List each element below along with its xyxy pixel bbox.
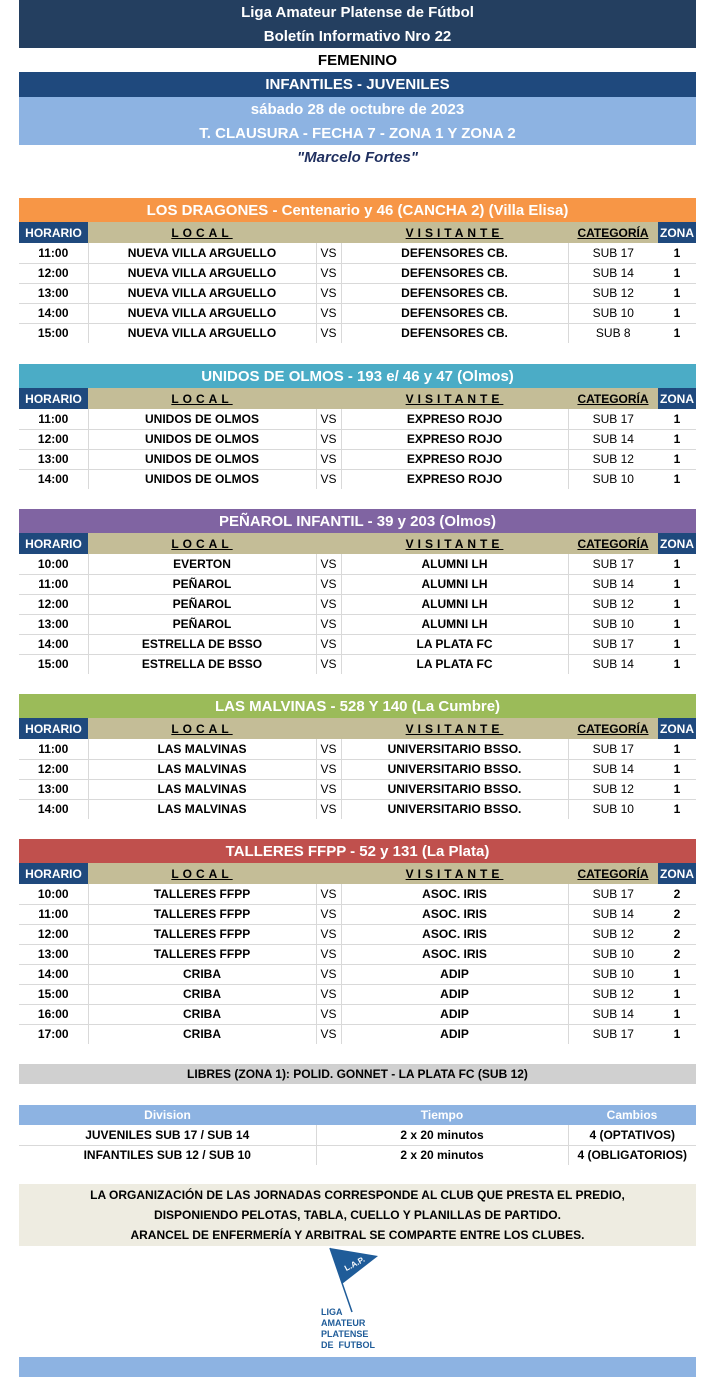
match-time: 12:00 <box>19 429 88 449</box>
venue-title: TALLERES FFPP - 52 y 131 (La Plata) <box>19 839 696 863</box>
match-visitor-team: ADIP <box>341 1004 568 1024</box>
match-zone: 1 <box>658 283 696 303</box>
match-visitor-team: ASOC. IRIS <box>341 944 568 964</box>
match-time: 11:00 <box>19 904 88 924</box>
match-local-team: LAS MALVINAS <box>88 739 316 759</box>
match-category: SUB 10 <box>568 799 658 819</box>
col-header-time: HORARIO <box>19 222 88 243</box>
match-row <box>19 243 696 263</box>
match-local-team: CRIBA <box>88 1004 316 1024</box>
match-zone: 2 <box>658 924 696 944</box>
match-category: SUB 10 <box>568 469 658 489</box>
match-time: 11:00 <box>19 574 88 594</box>
match-row <box>19 429 696 449</box>
match-time: 15:00 <box>19 654 88 674</box>
match-time: 11:00 <box>19 409 88 429</box>
note-line: DISPONIENDO PELOTAS, TABLA, CUELLO Y PLANILLAS DE PARTIDO. <box>154 1208 561 1222</box>
match-zone: 2 <box>658 904 696 924</box>
note-line: ARANCEL DE ENFERMERÍA Y ARBITRAL SE COMPARTE ENTRE LOS CLUBES. <box>130 1228 585 1242</box>
match-category: SUB 14 <box>568 574 658 594</box>
col-header-category-label: CATEGORÍA <box>577 866 649 881</box>
match-category: SUB 14 <box>568 263 658 283</box>
match-visitor-team: ALUMNI LH <box>341 594 568 614</box>
col-header-time: HORARIO <box>19 388 88 409</box>
match-zone: 1 <box>673 472 681 487</box>
match-row <box>19 944 696 964</box>
match-visitor-team: ALUMNI LH <box>341 554 568 574</box>
col-header-category-label: CATEGORÍA <box>577 225 649 240</box>
match-category: SUB 17 <box>568 634 658 654</box>
match-local-team: EVERTON <box>88 554 316 574</box>
match-vs: VS <box>316 779 341 799</box>
col-header-visitor-label: VISITANTE <box>405 225 504 240</box>
rules-division: JUVENILES SUB 17 / SUB 14 <box>19 1125 316 1145</box>
match-row <box>19 739 696 759</box>
rules-table <box>19 1105 696 1165</box>
col-header-visitor <box>341 388 568 409</box>
match-visitor-team: DEFENSORES CB. <box>401 326 508 341</box>
match-vs: VS <box>316 303 341 323</box>
match-zone: 1 <box>658 429 696 449</box>
match-zone: 1 <box>658 759 696 779</box>
match-zone: 1 <box>658 243 696 263</box>
match-time: 14:00 <box>19 469 88 489</box>
match-zone: 1 <box>658 303 696 323</box>
match-row <box>19 323 696 343</box>
match-category: SUB 12 <box>568 594 658 614</box>
rules-time: 2 x 20 minutos <box>316 1125 568 1145</box>
match-row <box>19 779 696 799</box>
match-time: 14:00 <box>19 634 88 654</box>
match-visitor-team: UNIVERSITARIO BSSO. <box>341 779 568 799</box>
match-vs: VS <box>316 263 341 283</box>
match-category: SUB 17 <box>568 884 658 904</box>
match-zone: 1 <box>658 1004 696 1024</box>
match-category: SUB 17 <box>568 243 658 263</box>
match-zone: 1 <box>658 554 696 574</box>
match-category: SUB 17 <box>568 409 658 429</box>
match-vs: VS <box>316 469 341 489</box>
match-category: SUB 14 <box>568 759 658 779</box>
match-row <box>19 964 696 984</box>
match-row <box>19 574 696 594</box>
col-header-zone: ZONA <box>658 863 696 884</box>
col-header-zone: ZONA <box>658 222 696 243</box>
match-category: SUB 12 <box>568 283 658 303</box>
match-visitor-team: DEFENSORES CB. <box>341 283 568 303</box>
match-local-team: UNIDOS DE OLMOS <box>88 409 316 429</box>
match-time: 13:00 <box>19 449 88 469</box>
match-time: 12:00 <box>19 594 88 614</box>
league-name: Liga Amateur Platense de Fútbol <box>19 0 696 24</box>
col-header-time: HORARIO <box>19 533 88 554</box>
match-local-team: NUEVA VILLA ARGUELLO <box>88 283 316 303</box>
col-header-zone: ZONA <box>658 718 696 739</box>
col-header-visitor <box>341 718 568 739</box>
rules-changes: 4 (OBLIGATORIOS) <box>577 1148 688 1163</box>
match-vs: VS <box>316 283 341 303</box>
match-vs: VS <box>316 984 341 1004</box>
col-header-category <box>568 388 658 409</box>
dedication: "Marcelo Fortes" <box>297 148 418 166</box>
match-time: 10:00 <box>19 884 88 904</box>
match-zone: 1 <box>658 964 696 984</box>
match-local-team: UNIDOS DE OLMOS <box>88 429 316 449</box>
match-category: SUB 14 <box>568 429 658 449</box>
bulletin-header <box>19 0 696 169</box>
match-visitor-team: EXPRESO ROJO <box>406 472 503 487</box>
match-local-team: CRIBA <box>88 984 316 1004</box>
match-local-team: NUEVA VILLA ARGUELLO <box>88 243 316 263</box>
logo-text <box>321 1307 375 1351</box>
match-category: SUB 12 <box>568 779 658 799</box>
match-category: SUB 10 <box>568 964 658 984</box>
col-header-local <box>88 533 316 554</box>
col-header-vs-spacer <box>316 388 341 409</box>
match-row <box>19 554 696 574</box>
match-vs: VS <box>316 323 341 343</box>
col-header-category <box>568 222 658 243</box>
match-vs: VS <box>316 554 341 574</box>
note-line: LA ORGANIZACIÓN DE LAS JORNADAS CORRESPONDE AL CLUB QUE PRESTA EL PREDIO, <box>90 1188 625 1202</box>
match-row <box>19 1024 696 1044</box>
match-category: SUB 12 <box>568 984 658 1004</box>
col-header-local-label: LOCAL <box>171 866 233 881</box>
match-category: SUB 14 <box>568 904 658 924</box>
match-row <box>19 924 696 944</box>
match-vs: VS <box>316 1024 341 1044</box>
match-vs: VS <box>316 243 341 263</box>
match-zone: 1 <box>658 984 696 1004</box>
col-header-vs-spacer <box>316 222 341 243</box>
match-local-team: LAS MALVINAS <box>88 779 316 799</box>
match-row <box>19 799 696 819</box>
match-local-team: LAS MALVINAS <box>157 802 247 817</box>
match-time: 14:00 <box>19 799 88 819</box>
matches-table <box>19 222 696 343</box>
match-local-team: TALLERES FFPP <box>88 904 316 924</box>
col-header-category <box>568 718 658 739</box>
match-visitor-team: ADIP <box>341 964 568 984</box>
col-header-visitor <box>341 533 568 554</box>
match-visitor-team: EXPRESO ROJO <box>341 429 568 449</box>
match-time: 11:00 <box>19 243 88 263</box>
match-visitor-team: EXPRESO ROJO <box>341 409 568 429</box>
match-vs: VS <box>316 594 341 614</box>
rules-time: 2 x 20 minutos <box>316 1145 568 1165</box>
match-local-team: NUEVA VILLA ARGUELLO <box>127 326 277 341</box>
tournament-label: T. CLAUSURA - FECHA 7 - ZONA 1 Y ZONA 2 <box>19 121 696 145</box>
match-visitor-team: UNIVERSITARIO BSSO. <box>341 759 568 779</box>
match-local-team: UNIDOS DE OLMOS <box>144 472 259 487</box>
match-category: SUB 14 <box>568 654 658 674</box>
match-visitor-team: ALUMNI LH <box>341 614 568 634</box>
match-row <box>19 449 696 469</box>
match-time: 14:00 <box>19 964 88 984</box>
col-header-local-label: LOCAL <box>171 721 233 736</box>
match-zone: 1 <box>673 326 681 341</box>
col-header-vs-spacer <box>316 533 341 554</box>
col-header-local <box>88 863 316 884</box>
match-category: SUB 10 <box>568 944 658 964</box>
venue-title: LOS DRAGONES - Centenario y 46 (CANCHA 2) (Villa Elisa) <box>19 198 696 222</box>
match-time: 14:00 <box>19 303 88 323</box>
col-header-zone: ZONA <box>658 388 696 409</box>
match-local-team: ESTRELLA DE BSSO <box>141 657 263 672</box>
match-visitor-team: UNIVERSITARIO BSSO. <box>387 802 522 817</box>
match-zone: 1 <box>658 594 696 614</box>
match-local-team: UNIDOS DE OLMOS <box>88 449 316 469</box>
match-row <box>19 1004 696 1024</box>
col-header-zone: ZONA <box>658 533 696 554</box>
col-header-category-label: CATEGORÍA <box>577 391 649 406</box>
rules-header-time: Tiempo <box>316 1105 568 1125</box>
rules-row <box>19 1145 696 1165</box>
flag-text: L.A.P. <box>343 1254 367 1273</box>
venue-block <box>19 839 696 1044</box>
match-visitor-team: ASOC. IRIS <box>341 884 568 904</box>
match-row <box>19 614 696 634</box>
match-vs: VS <box>316 884 341 904</box>
match-visitor-team: ASOC. IRIS <box>341 904 568 924</box>
match-vs: VS <box>316 654 341 674</box>
match-local-team: CRIBA <box>183 1027 221 1042</box>
match-category: SUB 8 <box>568 323 658 343</box>
match-visitor-team: EXPRESO ROJO <box>341 449 568 469</box>
flag-icon <box>318 1246 398 1316</box>
match-local-team: TALLERES FFPP <box>88 924 316 944</box>
match-local-team: PEÑAROL <box>88 614 316 634</box>
rules-header-changes: Cambios <box>568 1105 696 1125</box>
matches-table <box>19 863 696 1044</box>
match-vs: VS <box>316 964 341 984</box>
match-time: 13:00 <box>19 283 88 303</box>
col-header-local-label: LOCAL <box>171 225 233 240</box>
match-vs: VS <box>316 409 341 429</box>
match-local-team: PEÑAROL <box>88 574 316 594</box>
bulletin-number: Boletín Informativo Nro 22 <box>19 24 696 48</box>
col-header-category <box>568 863 658 884</box>
match-row <box>19 263 696 283</box>
match-vs: VS <box>316 429 341 449</box>
col-header-local <box>88 222 316 243</box>
col-header-local <box>88 718 316 739</box>
match-time: 15:00 <box>19 984 88 1004</box>
match-vs: VS <box>316 634 341 654</box>
rules-division: INFANTILES SUB 12 / SUB 10 <box>83 1148 251 1163</box>
match-zone: 1 <box>658 614 696 634</box>
col-header-visitor-label: VISITANTE <box>405 721 504 736</box>
match-category: SUB 12 <box>568 924 658 944</box>
venue-title: LAS MALVINAS - 528 Y 140 (La Cumbre) <box>19 694 696 718</box>
match-category: SUB 10 <box>568 303 658 323</box>
match-category: SUB 10 <box>568 614 658 634</box>
match-time: 15:00 <box>19 323 88 343</box>
match-row <box>19 594 696 614</box>
col-header-time: HORARIO <box>19 863 88 884</box>
venue-block <box>19 198 696 343</box>
match-vs: VS <box>316 904 341 924</box>
match-zone: 2 <box>658 884 696 904</box>
logo-line: DE FUTBOL <box>321 1340 375 1350</box>
match-vs: VS <box>316 944 341 964</box>
match-row <box>19 884 696 904</box>
match-zone: 1 <box>658 634 696 654</box>
col-header-local-label: LOCAL <box>171 391 233 406</box>
col-header-local-label: LOCAL <box>171 536 233 551</box>
category-label: FEMENINO <box>317 51 398 69</box>
match-visitor-team: ADIP <box>341 984 568 1004</box>
match-zone: 1 <box>673 802 681 817</box>
match-time: 10:00 <box>19 554 88 574</box>
match-row <box>19 654 696 674</box>
match-time: 11:00 <box>19 739 88 759</box>
rules-row <box>19 1125 696 1145</box>
col-header-category <box>568 533 658 554</box>
match-zone: 1 <box>673 657 681 672</box>
logo-line: LIGA <box>321 1307 343 1317</box>
match-visitor-team: DEFENSORES CB. <box>341 243 568 263</box>
match-vs: VS <box>316 1004 341 1024</box>
match-visitor-team: ASOC. IRIS <box>341 924 568 944</box>
match-vs: VS <box>316 614 341 634</box>
col-header-visitor-label: VISITANTE <box>405 391 504 406</box>
match-zone: 1 <box>658 779 696 799</box>
match-local-team: NUEVA VILLA ARGUELLO <box>88 303 316 323</box>
division-label: INFANTILES - JUVENILES <box>19 72 696 97</box>
match-category: SUB 12 <box>568 449 658 469</box>
match-local-team: NUEVA VILLA ARGUELLO <box>88 263 316 283</box>
match-zone: 2 <box>658 944 696 964</box>
match-row <box>19 409 696 429</box>
footer-bar <box>19 1357 696 1377</box>
bye-teams: LIBRES (ZONA 1): POLID. GONNET - LA PLATA FC (SUB 12) <box>19 1064 696 1084</box>
match-time: 16:00 <box>19 1004 88 1024</box>
match-vs: VS <box>316 924 341 944</box>
match-time: 12:00 <box>19 924 88 944</box>
match-row <box>19 904 696 924</box>
match-time: 17:00 <box>19 1024 88 1044</box>
match-row <box>19 469 696 489</box>
match-time: 13:00 <box>19 779 88 799</box>
matches-table <box>19 718 696 819</box>
match-visitor-team: DEFENSORES CB. <box>341 303 568 323</box>
col-header-time: HORARIO <box>19 718 88 739</box>
col-header-visitor-label: VISITANTE <box>405 536 504 551</box>
match-time: 12:00 <box>19 759 88 779</box>
col-header-visitor <box>341 863 568 884</box>
match-date: sábado 28 de octubre de 2023 <box>19 97 696 121</box>
match-row <box>19 984 696 1004</box>
match-zone: 1 <box>673 1027 681 1042</box>
match-local-team: PEÑAROL <box>88 594 316 614</box>
match-visitor-team: ADIP <box>440 1027 469 1042</box>
league-logo <box>318 1246 398 1358</box>
venue-title: UNIDOS DE OLMOS - 193 e/ 46 y 47 (Olmos) <box>19 364 696 388</box>
matches-table <box>19 388 696 489</box>
col-header-vs-spacer <box>316 863 341 884</box>
col-header-category-label: CATEGORÍA <box>577 721 649 736</box>
match-vs: VS <box>316 574 341 594</box>
match-visitor-team: DEFENSORES CB. <box>341 263 568 283</box>
col-header-visitor-label: VISITANTE <box>405 866 504 881</box>
match-time: 13:00 <box>19 944 88 964</box>
match-zone: 1 <box>658 739 696 759</box>
match-vs: VS <box>316 449 341 469</box>
match-row <box>19 303 696 323</box>
col-header-visitor <box>341 222 568 243</box>
match-category: SUB 14 <box>568 1004 658 1024</box>
organization-note <box>19 1184 696 1246</box>
col-header-vs-spacer <box>316 718 341 739</box>
match-row <box>19 759 696 779</box>
match-visitor-team: UNIVERSITARIO BSSO. <box>341 739 568 759</box>
match-zone: 1 <box>658 574 696 594</box>
match-local-team: TALLERES FFPP <box>88 884 316 904</box>
venue-block <box>19 364 696 489</box>
matches-table <box>19 533 696 674</box>
rules-header-division: Division <box>19 1105 316 1125</box>
match-local-team: TALLERES FFPP <box>88 944 316 964</box>
match-zone: 1 <box>658 409 696 429</box>
match-visitor-team: LA PLATA FC <box>341 634 568 654</box>
match-category: SUB 17 <box>568 739 658 759</box>
match-category: SUB 17 <box>568 554 658 574</box>
match-local-team: CRIBA <box>88 964 316 984</box>
match-category: SUB 17 <box>568 1024 658 1044</box>
logo-line: AMATEUR <box>321 1318 366 1328</box>
match-time: 13:00 <box>19 614 88 634</box>
match-visitor-team: LA PLATA FC <box>416 657 493 672</box>
match-vs: VS <box>316 739 341 759</box>
match-row <box>19 634 696 654</box>
rules-changes: 4 (OPTATIVOS) <box>568 1125 696 1145</box>
match-visitor-team: ALUMNI LH <box>341 574 568 594</box>
match-zone: 1 <box>658 449 696 469</box>
venue-block <box>19 509 696 674</box>
match-vs: VS <box>316 799 341 819</box>
match-vs: VS <box>316 759 341 779</box>
match-time: 12:00 <box>19 263 88 283</box>
match-local-team: ESTRELLA DE BSSO <box>88 634 316 654</box>
col-header-local <box>88 388 316 409</box>
match-zone: 1 <box>658 263 696 283</box>
venue-block <box>19 694 696 819</box>
venue-title: PEÑAROL INFANTIL - 39 y 203 (Olmos) <box>19 509 696 533</box>
col-header-category-label: CATEGORÍA <box>577 536 649 551</box>
logo-line: PLATENSE <box>321 1329 369 1339</box>
match-local-team: LAS MALVINAS <box>88 759 316 779</box>
match-row <box>19 283 696 303</box>
